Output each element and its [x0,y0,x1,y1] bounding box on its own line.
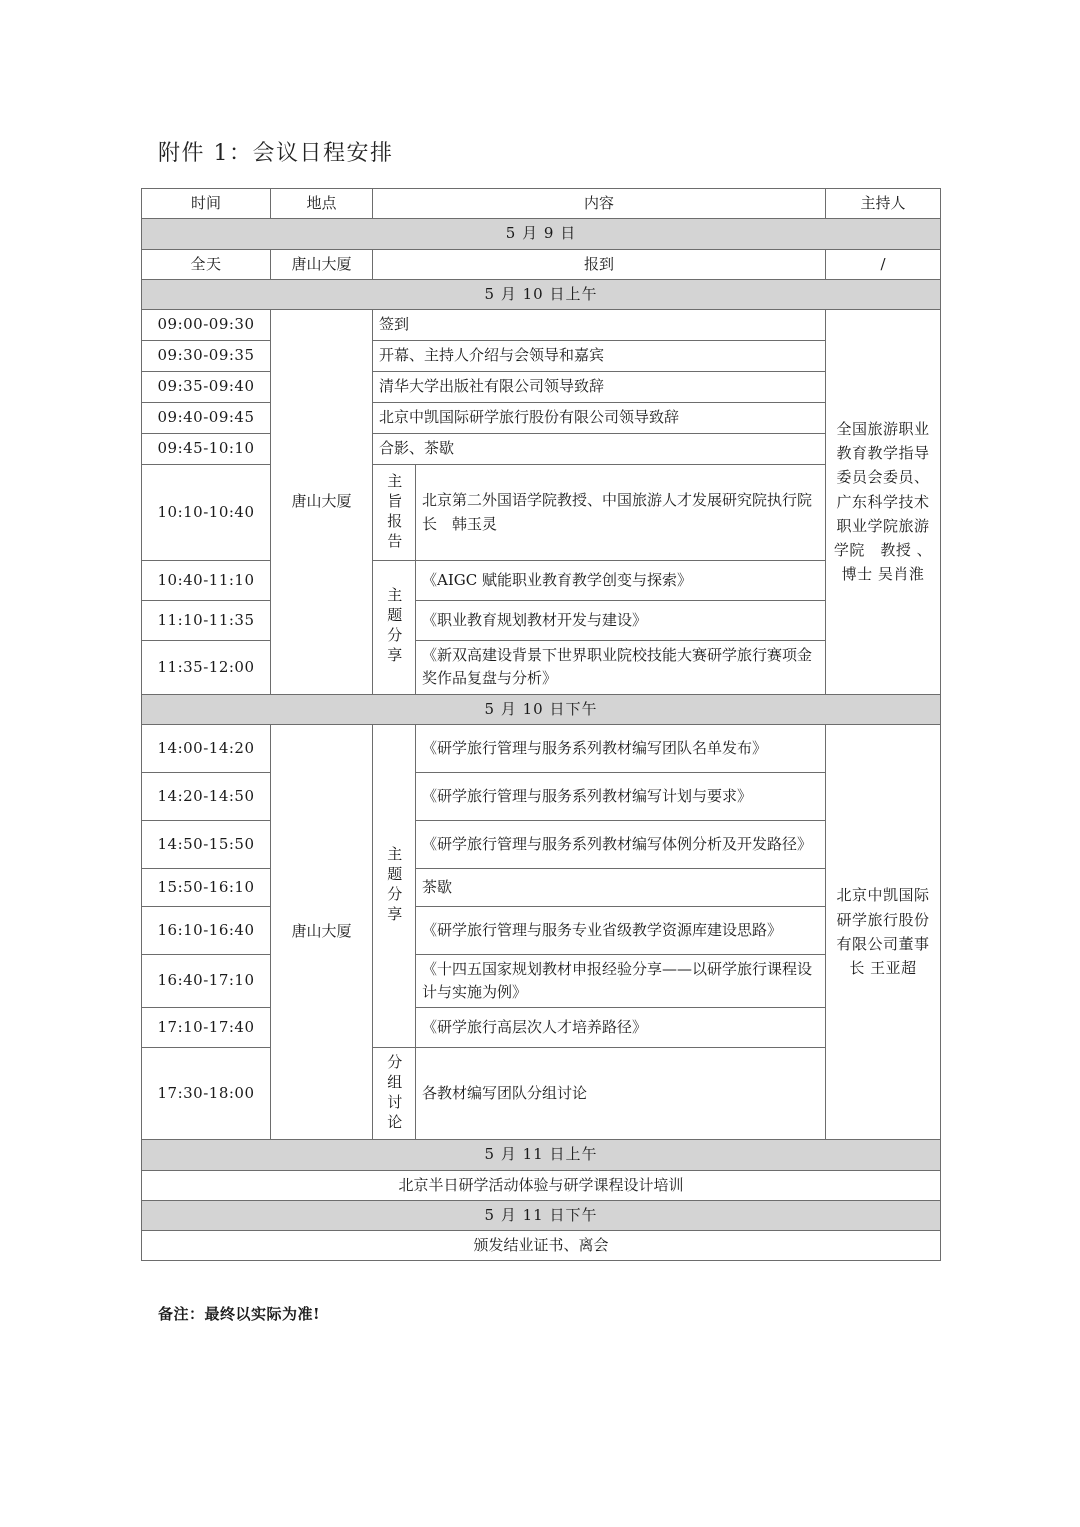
table-row [142,372,941,403]
cell-time: 09:30-09:35 [142,341,271,372]
cell-time: 11:35-12:00 [142,641,271,695]
cell-host [826,724,941,1140]
host-name: 北京中凯国际研学旅行股份有限公司董事长 王亚超 [836,886,930,978]
session-group-label: 分组讨论 [385,1053,404,1134]
cell-content: 《职业教育规划教材开发与建设》 [416,601,826,641]
cell-time: 14:20-14:50 [142,772,271,820]
cell-content: 《研学旅行管理与服务系列教材编写计划与要求》 [416,772,826,820]
day-band-row [142,219,941,249]
cell-content: 《十四五国家规划教材申报经验分享——以研学旅行课程设计与实施为例》 [416,954,826,1008]
session-group-label: 主旨报告 [385,472,404,553]
cell-time: 17:30-18:00 [142,1048,271,1140]
cell-content: 《研学旅行管理与服务专业省级教学资源库建设思路》 [416,906,826,954]
session-group-label: 主题分享 [385,846,404,926]
cell-content: 合影、茶歇 [373,434,826,465]
cell-host: / [826,249,941,279]
column-header-host: 主持人 [826,189,941,219]
host-name: 全国旅游职业教育教学指导委员会委员、广东科学技术职业学院旅游学院 教授 、博士 吴肖淮 [833,419,933,584]
session-group-label: 主题分享 [385,587,404,668]
column-header-time: 时间 [142,189,271,219]
table-row [142,249,941,279]
day-band-may10-pm: 5 月 10 日下午 [142,694,941,724]
day-band-may11-am: 5 月 11 日上午 [142,1140,941,1170]
table-row [142,906,941,954]
cell-time: 16:10-16:40 [142,906,271,954]
table-row [142,724,941,772]
table-row [142,465,941,561]
cell-content: 《研学旅行高层次人才培养路径》 [416,1008,826,1048]
table-row [142,641,941,695]
cell-content: 签到 [373,310,826,341]
table-row [142,434,941,465]
cell-time: 全天 [142,249,271,279]
table-row [142,403,941,434]
cell-time: 09:40-09:45 [142,403,271,434]
table-row [142,868,941,906]
cell-venue: 唐山大厦 [271,249,373,279]
cell-content: 《新双高建设背景下世界职业院校技能大赛研学旅行赛项金奖作品复盘与分析》 [416,641,826,695]
cell-session-group-share [373,561,416,695]
day-band-may11-pm: 5 月 11 日下午 [142,1200,941,1230]
day-band-may9: 5 月 9 日 [142,219,941,249]
day-band-row [142,1140,941,1170]
column-header-venue: 地点 [271,189,373,219]
cell-time: 10:10-10:40 [142,465,271,561]
day-band-may10-am: 5 月 10 日上午 [142,279,941,309]
cell-time: 14:00-14:20 [142,724,271,772]
cell-time: 11:10-11:35 [142,601,271,641]
table-row [142,954,941,1008]
cell-host [826,310,941,695]
cell-content: 开幕、主持人介绍与会领导和嘉宾 [373,341,826,372]
cell-time: 09:45-10:10 [142,434,271,465]
table-row [142,310,941,341]
cell-session-group-share [373,724,416,1048]
table-row [142,601,941,641]
table-row [142,1048,941,1140]
day-band-row [142,694,941,724]
cell-content: 《研学旅行管理与服务系列教材编写团队名单发布》 [416,724,826,772]
cell-venue: 唐山大厦 [271,310,373,695]
cell-content: 各教材编写团队分组讨论 [416,1048,826,1140]
cell-time: 15:50-16:10 [142,868,271,906]
cell-session-group-discussion [373,1048,416,1140]
cell-content: 清华大学出版社有限公司领导致辞 [373,372,826,403]
cell-time: 16:40-17:10 [142,954,271,1008]
cell-content: 颁发结业证书、离会 [142,1231,941,1261]
day-band-row [142,1200,941,1230]
footnote: 备注：最终以实际为准! [158,1305,321,1323]
table-row [142,1170,941,1200]
cell-content: 北京第二外国语学院教授、中国旅游人才发展研究院执行院长 韩玉灵 [416,465,826,561]
cell-content: 《研学旅行管理与服务系列教材编写体例分析及开发路径》 [416,820,826,868]
cell-content: 茶歇 [416,868,826,906]
table-row [142,341,941,372]
table-header [142,189,941,219]
header-row [142,189,941,219]
cell-time: 17:10-17:40 [142,1008,271,1048]
table-row [142,772,941,820]
agenda-table [141,188,941,1261]
cell-time: 09:35-09:40 [142,372,271,403]
cell-content: 北京半日研学活动体验与研学课程设计培训 [142,1170,941,1200]
column-header-content: 内容 [373,189,826,219]
cell-time: 09:00-09:30 [142,310,271,341]
cell-time: 10:40-11:10 [142,561,271,601]
table-row [142,1008,941,1048]
page-title: 附件 1：会议日程安排 [158,141,394,166]
cell-content: 北京中凯国际研学旅行股份有限公司领导致辞 [373,403,826,434]
cell-time: 14:50-15:50 [142,820,271,868]
cell-content: 《AIGC 赋能职业教育教学创变与探索》 [416,561,826,601]
cell-venue: 唐山大厦 [271,724,373,1140]
day-band-row [142,279,941,309]
table-row [142,820,941,868]
table-row [142,1231,941,1261]
cell-content: 报到 [373,249,826,279]
cell-session-group-keynote [373,465,416,561]
table-row [142,561,941,601]
